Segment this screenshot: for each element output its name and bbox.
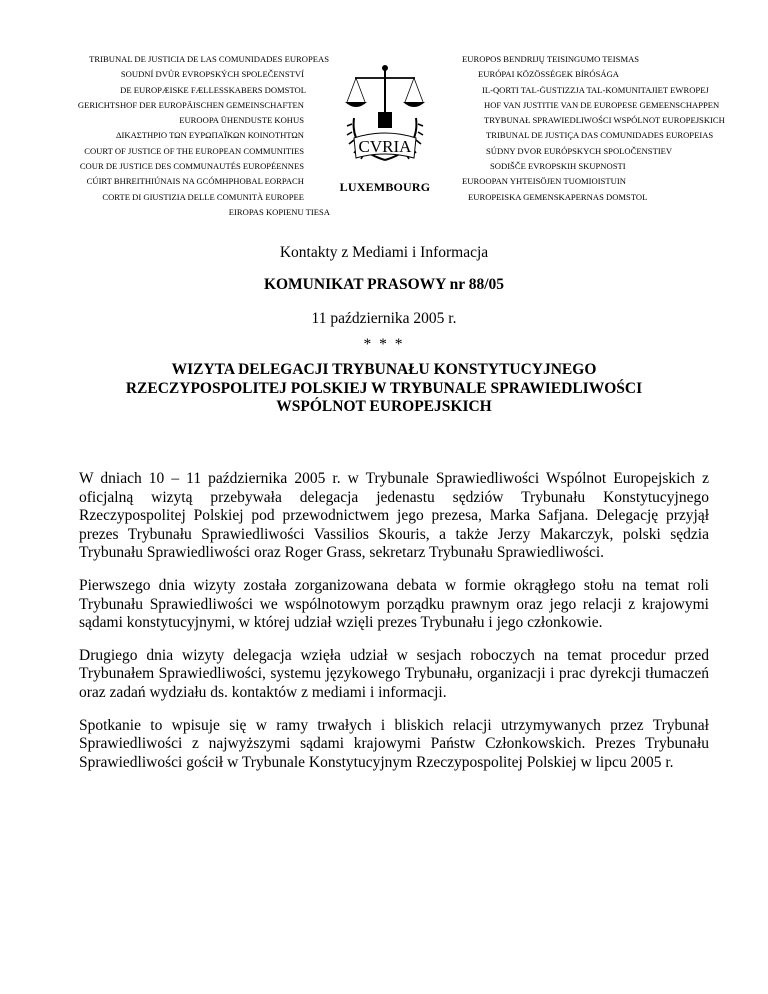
court-name: SOUDNÍ DVŮR EVROPSKÝCH SPOLEČENSTVÍ <box>120 69 304 80</box>
court-name: COUR DE JUSTICE DES COMMUNAUTÉS EUROPÉENNES <box>79 161 304 172</box>
emblem-graphic <box>340 62 430 180</box>
separator: * * * <box>363 336 405 353</box>
court-name: GERICHTSHOF DER EUROPÄISCHEN GEMEINSCHAFTEN <box>77 99 304 110</box>
release-date: 11 października 2005 r. <box>311 310 457 327</box>
paragraph: Pierwszego dnia wizyty została zorganizowana debata w formie okrągłego stołu na temat roli Trybunału Sprawiedliwości we wspólnotowym porządku prawnym oraz jego relacji z krajowymi sądami konstytucyjnymi, w której udział wzięli prezes Trybunału i jego członkowie. <box>79 576 709 632</box>
court-name: SODIŠČE EVROPSKIH SKUPNOSTI <box>490 161 626 172</box>
article-body <box>79 470 709 786</box>
paragraph: Drugiego dnia wizyty delegacja wzięła udział w sesjach roboczych na temat procedur przed Trybunałem Sprawiedliwości, systemu językowego Trybunału, organizacji i prac dyrekcji tłumaczeń oraz zadań wydziału ds. kontaktów z mediami i informacji. <box>79 646 709 701</box>
court-name: COURT OF JUSTICE OF THE EUROPEAN COMMUNITIES <box>84 145 304 156</box>
court-name: EUROOPA ÜHENDUSTE KOHUS <box>179 115 304 126</box>
contact-line: Kontakty z Mediami i Informacja <box>279 244 489 261</box>
court-name: IL-QORTI TAL-ĠUSTIZZJA TAL-KOMUNITAJIET EWROPEJ <box>482 84 709 95</box>
court-name: HOF VAN JUSTITIE VAN DE EUROPESE GEMEENSCHAPPEN <box>484 99 720 110</box>
court-name: CORTE DI GIUSTIZIA DELLE COMUNITÀ EUROPEE <box>102 191 304 202</box>
location-label: LUXEMBOURG <box>339 180 431 194</box>
court-name: DE EUROPÆISKE FÆLLESSKABERS DOMSTOL <box>120 84 306 95</box>
court-names-right <box>462 52 762 205</box>
court-name: EUROPEISKA GEMENSKAPERNAS DOMSTOL <box>468 191 648 202</box>
paragraph: W dniach 10 – 11 października 2005 r. w Trybunale Sprawiedliwości Wspólnot Europejskich z oficjalną wizytą przebywała delegacja jedenastu sędziów Trybunału Konstytucyjnego Rzeczypospolitej Polskiej pod przewodnictwem jego prezesa, Marka Safjana. Delegację przyjął prezes Trybunału Sprawiedliwości Vassilios Skouris, a także Jerzy Makarczyk, polski sędzia Trybunału Sprawiedliwości oraz Roger Grass, sekretarz Trybunału Sprawiedliwości. <box>79 470 709 562</box>
court-name: EURÓPAI KÖZÖSSÉGEK BÍRÓSÁGA <box>478 69 620 80</box>
headline-line: WSPÓLNOT EUROPEJSKICH <box>276 398 492 415</box>
court-name: CÚIRT BHREITHIÚNAIS NA GCÓMHPHOBAL EORPACH <box>86 176 304 187</box>
court-name: EIROPAS KOPIENU TIESA <box>228 206 330 217</box>
court-name: EUROOPAN YHTEISÖJEN TUOMIOISTUIN <box>462 176 626 187</box>
court-name: EUROPOS BENDRIJŲ TEISINGUMO TEISMAS <box>462 54 640 64</box>
court-name: SÚDNY DVOR EURÓPSKYCH SPOLOČENSTIEV <box>486 145 673 156</box>
court-names-left <box>0 52 330 220</box>
headline-line: RZECZYPOSPOLITEJ POLSKIEJ W TRYBUNALE SPRAWIEDLIWOŚCI <box>125 379 643 397</box>
court-name: TRYBUNAŁ SPRAWIEDLIWOŚCI WSPÓLNOT EUROPEJSKICH <box>484 115 725 126</box>
paragraph: Spotkanie to wpisuje się w ramy trwałych i bliskich relacji utrzymywanych przez Trybunał Sprawiedliwości z najwyższymi sądami krajowymi Państw Członkowskich. Prezes Trybunału Sprawiedliwości gościł w Trybunale Konstytucyjnym Rzeczypospolitej Polskiej w lipcu 2005 r. <box>79 716 709 771</box>
court-name: TRIBUNAL DE JUSTICIA DE LAS COMUNIDADES EUROPEAS <box>89 54 329 64</box>
headline-line: WIZYTA DELEGACJI TRYBUNAŁU KONSTYTUCYJNEGO <box>171 361 597 378</box>
court-name: ΔΙΚΑΣΤΗΡΙΟ ΤΩΝ ΕΥΡΩΠΑΪΚΩΝ ΚΟΙΝΟΤΗΤΩΝ <box>115 130 304 141</box>
press-release-number: KOMUNIKAT PRASOWY nr 88/05 <box>263 276 505 293</box>
emblem-text: CVRIA <box>358 137 412 156</box>
headline <box>0 361 768 417</box>
court-name: TRIBUNAL DE JUSTIÇA DAS COMUNIDADES EUROPEIAS <box>486 130 714 141</box>
